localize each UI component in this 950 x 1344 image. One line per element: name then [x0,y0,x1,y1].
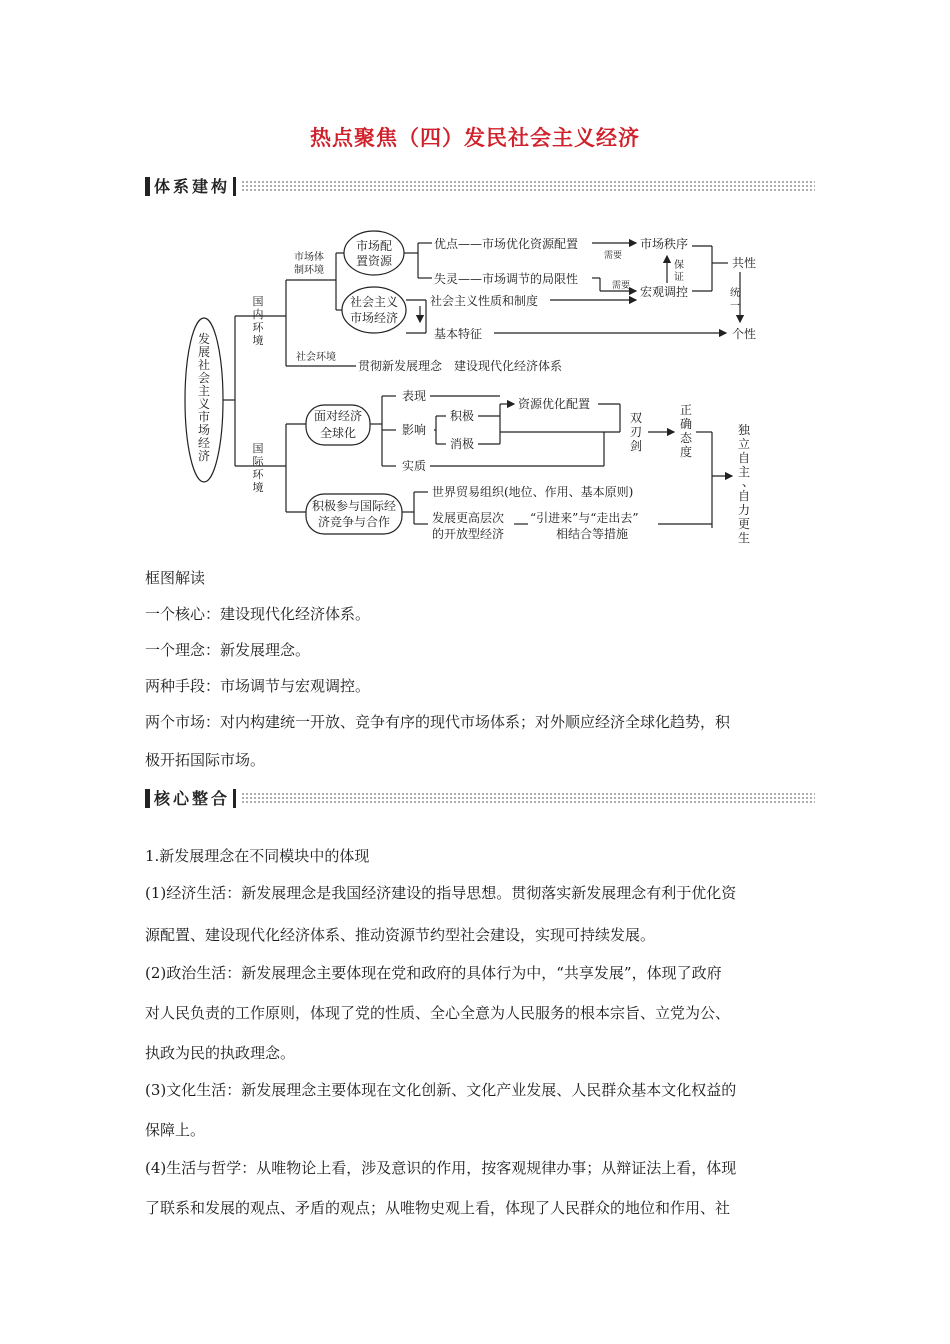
implement-label: 贯彻新发展理念 建设现代化经济体系 [358,359,563,373]
participate-label-2: 济竞争与合作 [317,515,391,529]
domestic-char-0: 国 [252,295,264,308]
integration-p3-line2: 保障上。 [145,1121,206,1139]
socialist-market-node [342,287,406,333]
domestic-char-3: 境 [252,334,264,347]
reality-label: 实质 [402,459,427,473]
unity-char-2: 一 [730,301,740,312]
integration-p1-line1: (1)经济生活：新发展理念是我国经济建设的指导思想。贯彻落实新发展理念有利于优化资 [145,884,737,902]
self-reliance-char-2: 自 [737,451,751,465]
feature-label: 基本特征 [434,327,483,341]
open-econ-label-1: 发展更高层次 [432,511,505,525]
self-reliance-char-3: 主 [737,465,751,479]
reading-heading: 框图解读 [145,569,206,587]
positive-label: 积极 [450,409,475,423]
double-edge-char-2: 刃 [629,425,643,439]
failure-label: 失灵——市场调节的局限性 [434,272,579,286]
bring-in-label-1: “引进来”与“走出去” [530,511,639,525]
right-attitude-char-1: 正 [679,403,693,417]
page-title: 热点聚焦（四）发民社会主义经济 [310,126,640,150]
market-alloc-node [344,231,404,275]
center-char-1: 展 [197,345,211,359]
section-header-integration [145,788,815,810]
center-char-5: 义 [197,397,211,411]
globalization-label-2: 全球化 [319,426,357,440]
integration-p3-line1: (3)文化生活：新发展理念主要体现在文化创新、文化产业发展、人民群众基本文化权益的 [145,1081,737,1099]
center-char-2: 社 [197,358,211,372]
international-char-3: 境 [252,481,264,494]
integration-p1-line2: 源配置、建设现代化经济体系、推动资源节约型社会建设，实现可持续发展。 [145,926,656,944]
integration-heading: 1.新发展理念在不同模块中的体现 [145,847,370,865]
guarantee-char-2: 证 [674,272,684,283]
center-char-4: 主 [197,384,211,398]
self-reliance-char-4: 、 [741,475,755,489]
individuality-label: 个性 [732,327,757,341]
socialist-market-label-2: 市场经济 [349,311,399,325]
integration-p2-line2: 对人民负责的工作原则，体现了党的性质、全心全意为人民服务的根本宗旨、立党为公、 [145,1004,731,1022]
bring-in-label-2: 相结合等措施 [556,527,629,541]
section-title: 核心整合 [154,789,231,808]
negative-label: 消极 [450,437,475,451]
wto-label: 世界贸易组织(地位、作用、基本原则) [432,485,634,499]
guarantee-char-1: 保 [674,260,684,271]
resource-alloc-label: 资源优化配置 [518,397,591,411]
nature-label: 社会主义性质和制度 [430,294,539,308]
manifest-label: 表现 [402,389,427,403]
integration-p2-line1: (2)政治生活：新发展理念主要体现在党和政府的具体行为中，“共享发展”，体现了政府 [145,964,722,982]
right-attitude-char-3: 态 [679,431,693,445]
integration-p4-line2: 了联系和发展的观点、矛盾的观点；从唯物史观上看，体现了人民群众的地位和作用、社 [145,1199,731,1217]
market-order-label: 市场秩序 [640,237,689,251]
market-env-label-2: 制环境 [294,265,324,276]
reading-markets-line2: 极开拓国际市场。 [145,751,266,769]
reading-means: 两种手段：市场调节与宏观调控。 [145,677,371,695]
influence-label: 影响 [402,423,427,437]
international-char-1: 际 [252,455,264,468]
macro-label: 宏观调控 [640,285,689,299]
center-char-8: 经 [197,436,211,450]
center-char-7: 场 [197,423,211,437]
socialist-market-label-1: 社会主义 [349,295,399,309]
need-label-1: 需要 [604,251,623,261]
knowledge-framework-diagram [0,0,950,560]
unity-char-1: 统 [730,288,740,299]
right-attitude-char-4: 度 [679,445,693,459]
domestic-char-1: 内 [252,308,264,321]
integration-p2-line3: 执政为民的执政理念。 [145,1044,296,1062]
social-env-label: 社会环境 [296,352,336,363]
international-char-0: 国 [252,442,264,455]
integration-p4-line1: (4)生活与哲学：从唯物论上看，涉及意识的作用，按客观规律办事；从辩证法上看，体现 [145,1159,737,1177]
section-bar-end [233,789,236,808]
market-env-label-1: 市场体 [294,252,324,263]
open-econ-label-2: 的开放型经济 [432,527,505,541]
commonality-label: 共性 [732,256,757,270]
domestic-char-2: 环 [252,321,264,334]
center-char-0: 发 [197,332,211,346]
participate-label-1: 积极参与国际经 [311,499,397,513]
section-dotted-rule [241,792,815,804]
reading-core: 一个核心：建设现代化经济体系。 [145,605,371,623]
self-reliance-char-0: 独 [737,423,751,437]
section-title: 体系建构 [154,177,231,196]
globalization-label-1: 面对经济 [313,409,363,423]
self-reliance-char-1: 立 [737,437,751,451]
reading-idea: 一个理念：新发展理念。 [145,641,311,659]
double-edge-char-3: 剑 [629,439,643,453]
international-char-2: 环 [252,468,264,481]
double-edge-char-1: 双 [629,411,643,425]
advantage-label: 优点——市场优化资源配置 [434,237,579,251]
center-char-6: 市 [197,410,211,424]
self-reliance-char-7: 更 [737,517,751,531]
reading-markets-line1: 两个市场：对内构建统一开放、竞争有序的现代市场体系；对外顺应经济全球化趋势，积 [145,713,731,731]
right-attitude-char-2: 确 [679,417,693,431]
self-reliance-char-8: 生 [737,531,751,545]
market-alloc-label-1: 市场配 [355,239,393,253]
center-char-3: 会 [197,371,211,385]
center-char-9: 济 [197,449,211,463]
self-reliance-char-5: 自 [737,489,751,503]
section-bar [145,789,150,808]
self-reliance-char-6: 力 [737,503,751,517]
need-label-2: 需要 [612,281,631,291]
market-alloc-label-2: 置资源 [355,254,393,268]
